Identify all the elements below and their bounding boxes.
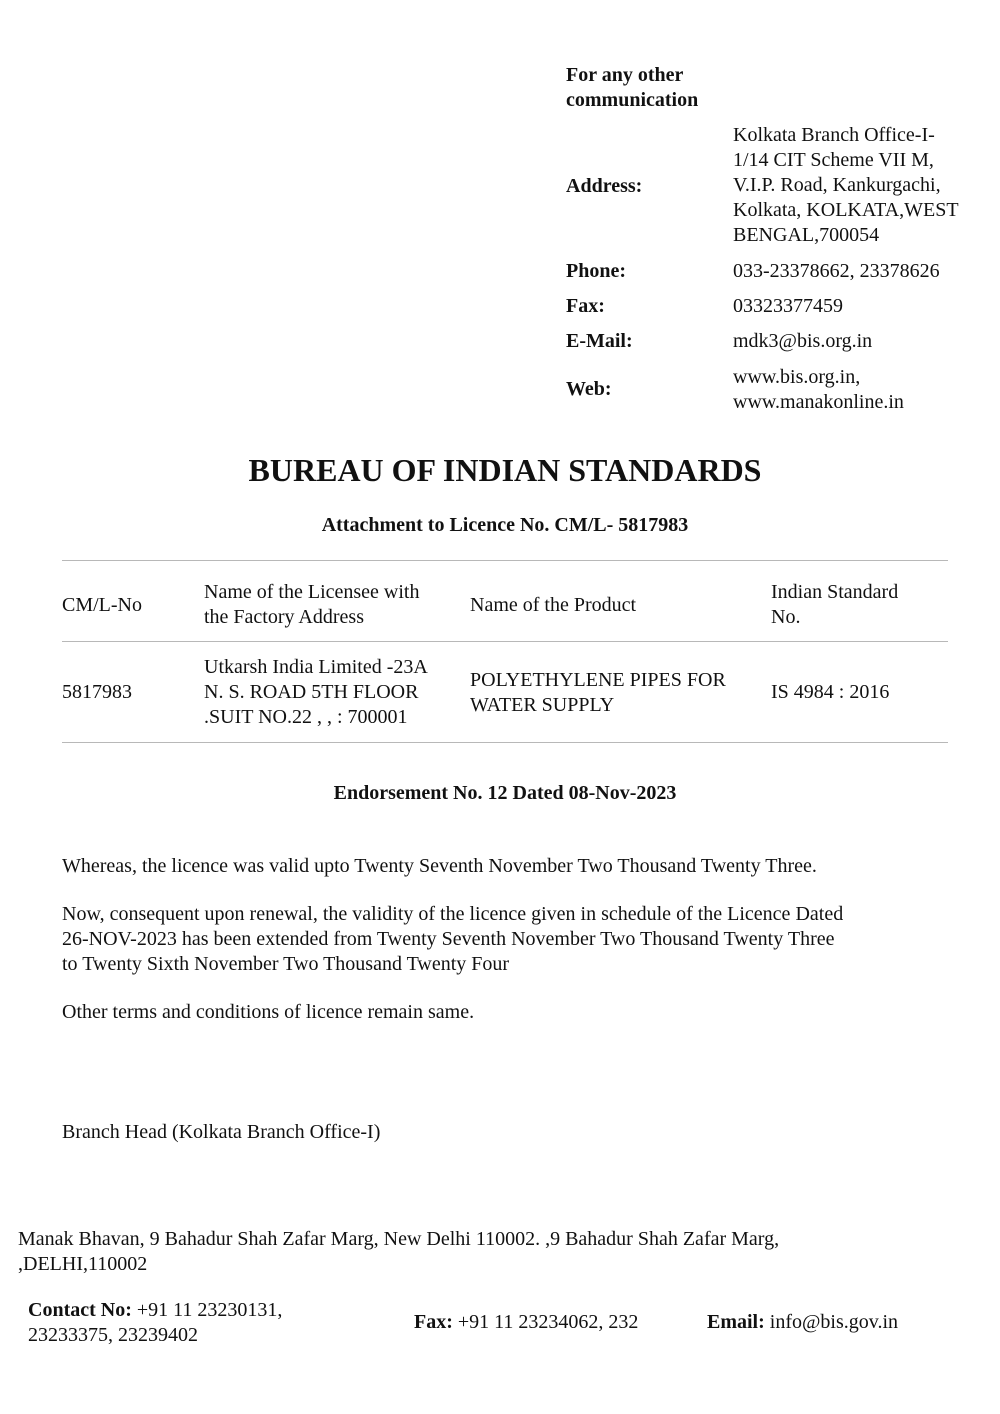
table-header-product: Name of the Product: [470, 594, 637, 616]
table-header-standard: Indian Standard No.: [771, 581, 899, 628]
table-cell-product: POLYETHYLENE PIPES FOR WATER SUPPLY: [470, 669, 726, 716]
table-cell-licensee: Utkarsh India Limited -23A N. S. ROAD 5TH FLOOR .SUIT NO.22 , , : 700001: [204, 656, 428, 728]
paragraph-terms: Other terms and conditions of licence remain same.: [62, 1001, 475, 1023]
signatory: Branch Head (Kolkata Branch Office-I): [62, 1121, 381, 1143]
paragraph-renewal: Now, consequent upon renewal, the validity of the licence given in schedule of the Licence Dated 26-NOV-2023 has been extended from Twenty Seventh November Two Thousand Twenty Three to Twenty Sixth November Two Thousand Twenty Four: [62, 903, 844, 975]
phone-value: 033-23378662, 23378626: [733, 260, 940, 282]
table-top-rule: [62, 560, 948, 561]
footer-fax-label: Fax:: [414, 1311, 453, 1333]
table-cell-standard: IS 4984 : 2016: [771, 681, 890, 703]
email-value[interactable]: mdk3@bis.org.in: [733, 330, 873, 352]
footer-fax-value: +91 11 23234062, 232: [457, 1311, 639, 1333]
fax-label: Fax:: [566, 295, 605, 317]
endorsement-heading: Endorsement No. 12 Dated 08-Nov-2023: [333, 782, 677, 804]
footer-contact-value-line2: 23233375, 23239402: [28, 1324, 198, 1346]
table-header-licensee: Name of the Licensee with the Factory Address: [204, 581, 420, 628]
address-label: Address:: [566, 175, 643, 197]
table-cell-cml-no: 5817983: [62, 681, 132, 703]
address-value: Kolkata Branch Office-I- 1/14 CIT Scheme VII M, V.I.P. Road, Kankurgachi, Kolkata, KOLKATA,WEST BENGAL,700054: [733, 124, 959, 246]
footer-email-label: Email:: [707, 1311, 765, 1333]
footer-contact-label: Contact No:: [28, 1299, 132, 1321]
footer-address: Manak Bhavan, 9 Bahadur Shah Zafar Marg, New Delhi 110002. ,9 Bahadur Shah Zafar Marg, ,DELHI,110002: [18, 1228, 780, 1275]
attachment-line: Attachment to Licence No. CM/L- 5817983: [321, 514, 689, 536]
web-label: Web:: [566, 378, 612, 400]
footer-email: [707, 1310, 977, 1335]
paragraph-validity: Whereas, the licence was valid upto Twenty Seventh November Two Thousand Twenty Three.: [62, 855, 817, 877]
fax-value: 03323377459: [733, 295, 843, 317]
footer-contact-value: +91 11 23230131,: [136, 1299, 283, 1321]
table-header-rule: [62, 641, 948, 642]
page-title: BUREAU OF INDIAN STANDARDS: [248, 452, 762, 488]
phone-label: Phone:: [566, 260, 626, 282]
footer-fax: [414, 1310, 694, 1335]
communication-heading: For any other communication: [566, 64, 699, 111]
table-header-cml-no: CM/L-No: [62, 594, 142, 616]
email-label: E-Mail:: [566, 330, 633, 352]
web-value[interactable]: www.bis.org.in, www.manakonline.in: [733, 366, 904, 413]
table-bottom-rule: [62, 742, 948, 743]
footer-email-value[interactable]: info@bis.gov.in: [769, 1311, 899, 1333]
footer-contact: [28, 1298, 388, 1348]
